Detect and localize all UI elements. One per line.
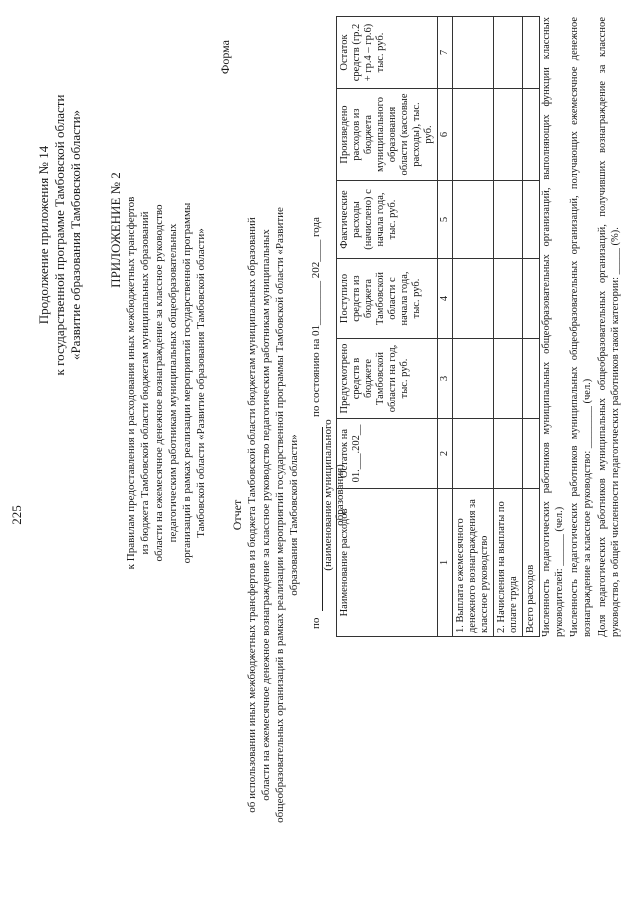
column-number: 6 — [438, 89, 453, 181]
continuation-line-1: Продолжение приложения № 14 — [36, 145, 51, 325]
row-label: 2. Начисления на выплаты по оплате труда — [494, 489, 523, 637]
report-table — [336, 16, 540, 637]
table-cell[interactable] — [494, 89, 523, 181]
column-number: 3 — [438, 339, 453, 419]
header-cell: Остаток на 01.___.202__ — [337, 419, 438, 489]
table-row — [453, 17, 494, 637]
appendix-line: Тамбовской области «Развитие образования Тамбовской области» — [195, 228, 207, 538]
table-header-row — [337, 17, 438, 637]
table-cell[interactable] — [523, 181, 540, 259]
report-line: образования Тамбовской области» — [288, 434, 300, 596]
municipality-caption: (наименование муниципального образования) — [322, 419, 346, 571]
footer-paragraph: Доля педагогических работников муниципальных общеобразовательных организаций, получивших вознаграждение за классное руководство, в общей численности педагогических работников такой категории: _____ (%). — [597, 17, 621, 637]
appendix-line: организаций в рамках реализации мероприятий государственной программы — [181, 202, 193, 564]
report-line: области на ежемесячное денежное вознаграждение за классное руководство педагогическим работникам муниципальных — [260, 229, 272, 801]
page-number: 225 — [9, 505, 24, 525]
header-cell: Произведено расходов из бюджета муниципального образования области (кассовые расходы), тыс. руб. — [337, 89, 438, 181]
table-cell[interactable] — [453, 339, 494, 419]
column-number: 4 — [438, 259, 453, 339]
table-cell[interactable] — [494, 419, 523, 489]
table-cell[interactable] — [453, 419, 494, 489]
table-cell[interactable] — [494, 181, 523, 259]
table-cell[interactable] — [494, 339, 523, 419]
report-line: об использовании иных межбюджетных трансфертов из бюджета Тамбовской области бюджетам муниципальных образований — [246, 217, 258, 813]
header-cell: Фактические расходы (начислено) с начала года, тыс. руб. — [337, 181, 438, 259]
footer-paragraph: Численность педагогических работников муниципальных общеобразовательных организаций, выполняющих функции классных руководителей: ______ (чел.) — [541, 17, 565, 637]
appendix-title: ПРИЛОЖЕНИЕ № 2 — [108, 172, 123, 288]
table-cell[interactable] — [453, 89, 494, 181]
row-label: 1. Выплата ежемесячного денежного вознаграждения за классное руководство — [453, 489, 494, 637]
column-number: 7 — [438, 17, 453, 89]
table-cell[interactable] — [494, 259, 523, 339]
table-row — [523, 17, 540, 637]
header-cell: Остаток средств (гр.2 + гр.4 – гр.6) тыс. руб. — [337, 17, 438, 89]
table-cell[interactable] — [523, 339, 540, 419]
appendix-line: к Правилам предоставления и расходования иных межбюджетных трансфертов — [125, 196, 137, 570]
table-cell[interactable] — [494, 17, 523, 89]
table-cell[interactable] — [453, 181, 494, 259]
column-number-row — [438, 17, 453, 637]
row-label: Всего расходов — [523, 489, 540, 637]
appendix-line: педагогическим работникам муниципальных общеобразовательных — [167, 223, 179, 543]
table-cell[interactable] — [453, 259, 494, 339]
po-label: по — [310, 617, 322, 629]
column-number: 2 — [438, 419, 453, 489]
table-row — [494, 17, 523, 637]
header-cell: Поступило средств из бюджета Тамбовской области с начала года, тыс. руб. — [337, 259, 438, 339]
table-cell[interactable] — [523, 259, 540, 339]
appendix-line: из бюджета Тамбовской области бюджетам муниципальных образований — [139, 211, 151, 555]
table-cell[interactable] — [523, 89, 540, 181]
report-line: общеобразовательных организаций в рамках реализации мероприятий государственной программы Тамбовской области «Развитие — [274, 207, 286, 823]
column-number: 5 — [438, 181, 453, 259]
appendix-line: области на ежемесячное денежное вознаграждение за классное руководство — [153, 204, 165, 562]
form-label: Форма — [218, 40, 232, 75]
continuation-line-2: к государственной программе Тамбовской области — [52, 94, 67, 376]
footer-paragraph: Численность педагогических работников муниципальных общеобразовательных организаций, получающих ежемесячное денежное вознаграждение за классное руководство: ________ (чел.) — [569, 17, 593, 637]
table-cell[interactable] — [523, 419, 540, 489]
report-title: Отчет — [230, 499, 244, 531]
header-cell: Наименование расходов — [337, 489, 438, 637]
continuation-line-3: «Развитие образования Тамбовской области» — [68, 109, 83, 361]
date-line: по состоянию на 01________ 202____ года — [310, 217, 322, 417]
header-cell: Предусмотрено средств в бюджете Тамбовской области на год, тыс. руб. — [337, 339, 438, 419]
column-number: 1 — [438, 489, 453, 637]
table-cell[interactable] — [453, 17, 494, 89]
table-cell[interactable] — [523, 17, 540, 89]
